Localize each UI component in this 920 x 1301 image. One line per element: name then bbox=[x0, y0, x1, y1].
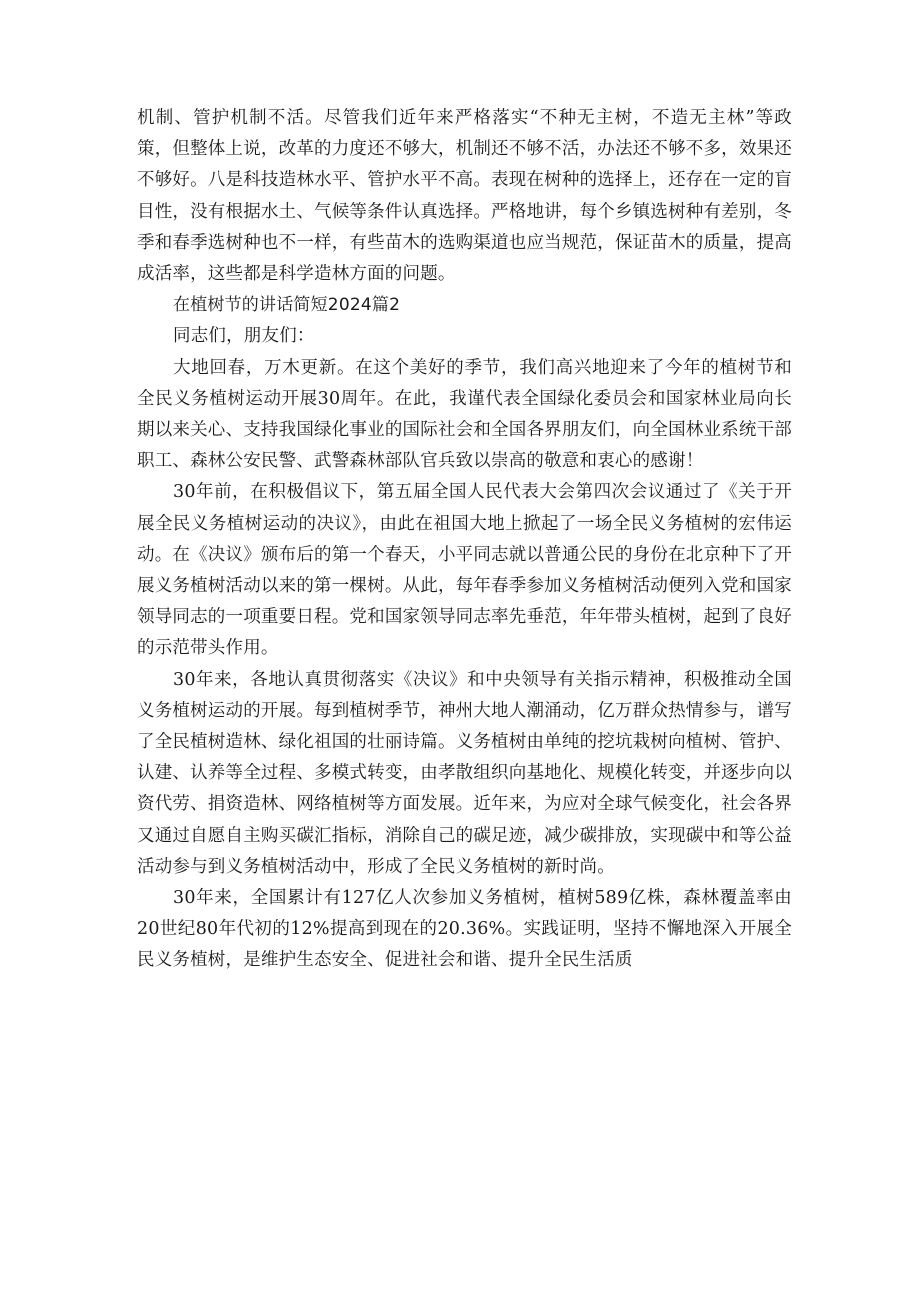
paragraph-statistics: 30年来，全国累计有127亿人次参加义务植树，植树589亿株，森林覆盖率由20世纪80年代初的12%提高到现在的20.36%。实践证明，坚持不懈地深入开展全民义务植树，是维护生态安全、促进社会和谐、提升全民生活质 bbox=[137, 888, 792, 971]
paragraph-spring-intro: 大地回春，万木更新。在这个美好的季节，我们高兴地迎来了今年的植树节和全民义务植树运动开展30周年。在此，我谨代表全国绿化委员会和国家林业局向长期以来关心、支持我国绿化事业的国际社会和全国各界朋友们，向全国林业系统干部职工、森林公安民警、武警森林部队官兵致以崇高的敬意和衷心的感谢！ bbox=[137, 357, 792, 472]
document-body bbox=[137, 103, 792, 977]
paragraph-thirty-years-ago: 30年前，在积极倡议下，第五届全国人民代表大会第四次会议通过了《关于开展全民义务植树运动的决议》，由此在祖国大地上掀起了一场全民义务植树的宏伟运动。在《决议》颁布后的第一个春天，小平同志就以普通公民的身份在北京种下了开展义务植树活动以来的第一棵树。从此，每年春季参加义务植树活动便列入党和国家领导同志的一项重要日程。党和国家领导同志率先垂范，年年带头植树，起到了良好的示范带头作用。 bbox=[137, 482, 792, 659]
paragraph-continuation: 机制、管护机制不活。尽管我们近年来严格落实“不种无主树，不造无主林”等政策，但整体上说，改革的力度还不够大，机制还不够不活，办法还不够不多，效果还不够好。八是科技造林水平、管护水平不高。表现在树种的选择上，还存在一定的盲目性，没有根据水土、气候等条件认真选择。严格地讲，每个乡镇选树种有差别，冬季和春季选树种也不一样，有些苗木的选购渠道也应当规范，保证苗木的质量，提高成活率，这些都是科学造林方面的问题。 bbox=[137, 108, 792, 285]
greeting-line: 同志们，朋友们： bbox=[173, 326, 315, 347]
section-heading: 在植树节的讲话简短2024篇2 bbox=[173, 295, 401, 316]
paragraph-thirty-years-since: 30年来，各地认真贯彻落实《决议》和中央领导有关指示精神，积极推动全国义务植树运动的开展。每到植树季节，神州大地人潮涌动，亿万群众热情参与，谱写了全民植树造林、绿化祖国的壮丽诗篇。义务植树由单纯的挖坑栽树向植树、管护、认建、认养等全过程、多模式转变，由孝散组织向基地化、规模化转变，并逐步向以资代劳、捐资造林、网络植树等方面发展。近年来，为应对全球气候变化，社会各界又通过自愿自主购买碳汇指标，消除自己的碳足迹，减少碳排放，实现碳中和等公益活动参与到义务植树活动中，形成了全民义务植树的新时尚。 bbox=[137, 669, 792, 877]
